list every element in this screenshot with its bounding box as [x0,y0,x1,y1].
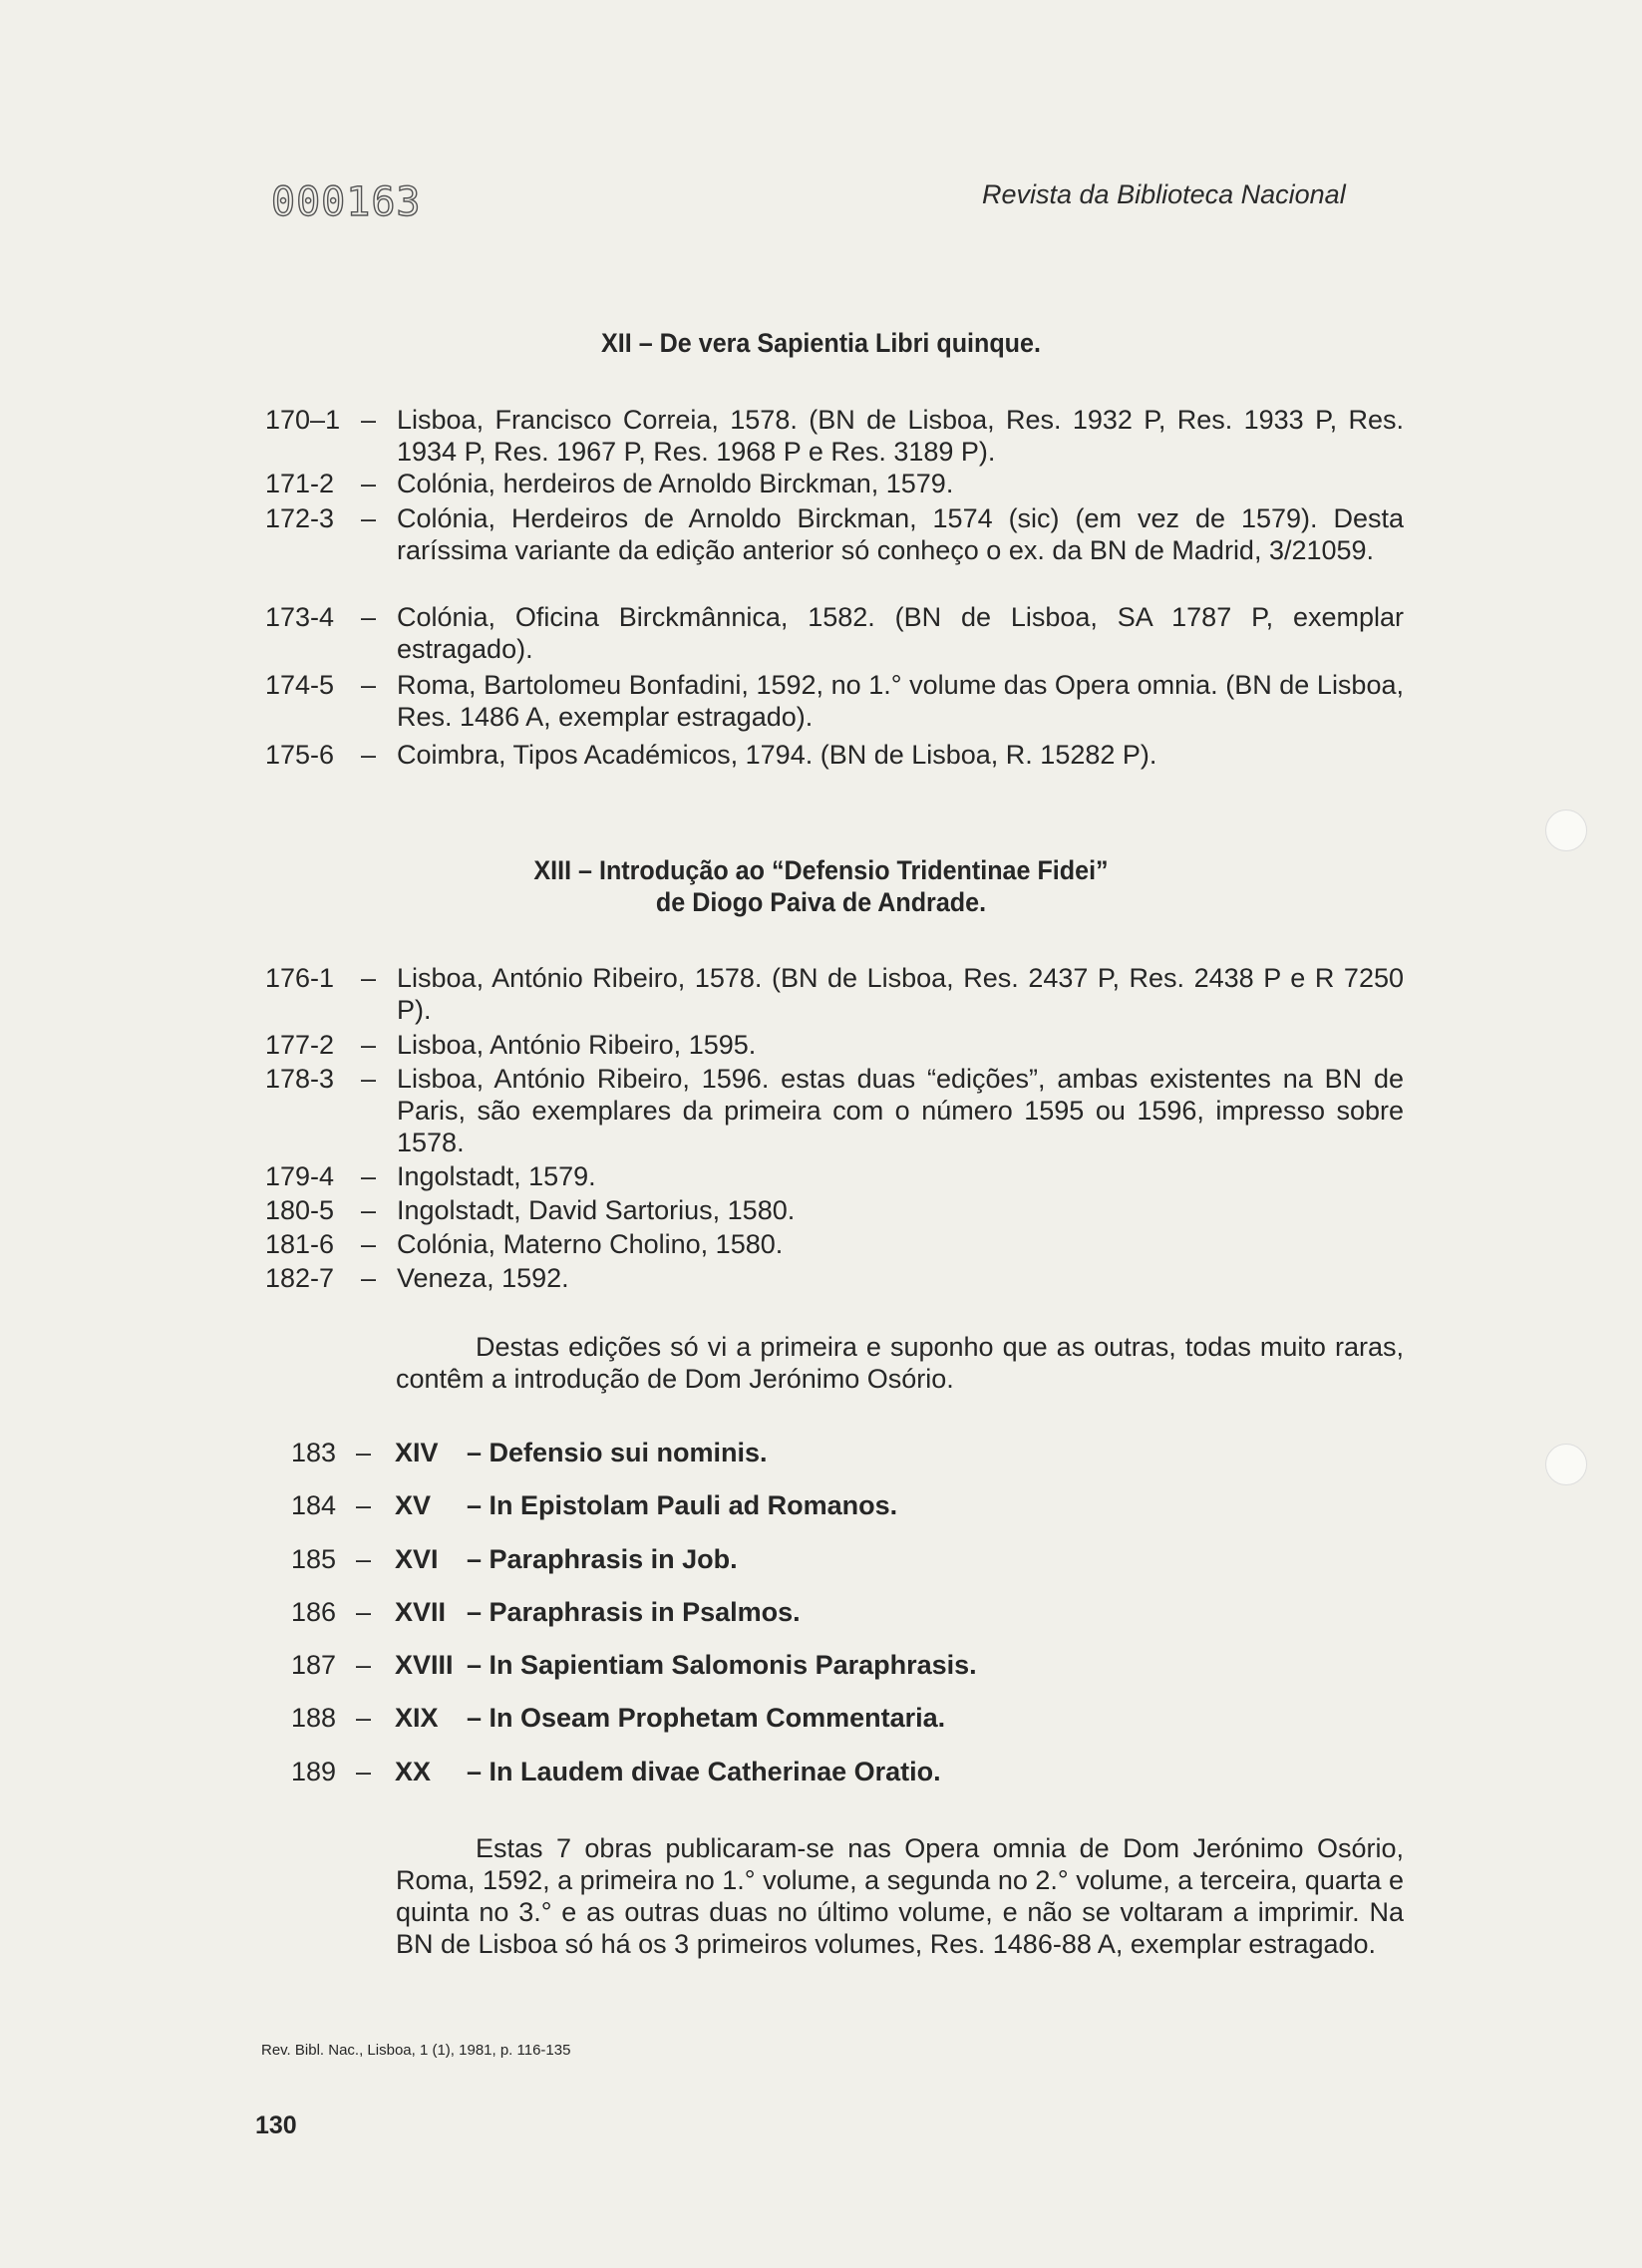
entry-dash: – [361,1161,377,1191]
entry-178 [265,1063,1404,1158]
work-number: 186 [291,1597,337,1627]
work-roman: XVIII [395,1650,454,1680]
entry-text: Veneza, 1592. [397,1263,569,1293]
work-roman: XV [395,1490,432,1520]
entry-number: 175-6 [265,740,335,770]
entry-dash: – [361,1030,377,1060]
work-number: 184 [291,1490,337,1520]
entry-170 [265,404,1404,468]
work-number: 185 [291,1544,337,1574]
entry-181 [265,1228,1404,1260]
entry-179 [265,1160,1404,1192]
entry-174 [265,669,1404,733]
work-roman: XX [395,1757,432,1786]
entry-number: 178-3 [265,1064,335,1094]
entry-dash: – [361,1263,377,1293]
entry-173 [265,601,1404,665]
work-dash: – [356,1703,372,1733]
entry-dash: – [361,1229,377,1259]
section-13-note: Destas edições só vi a primeira e suponho que as outras, todas muito raras, contêm a introdução de Dom Jerónimo Osório. [396,1332,1404,1394]
entry-dash: – [361,602,377,632]
entry-number: 176-1 [265,963,335,993]
work-title: – Paraphrasis in Psalmos. [467,1597,801,1627]
entry-number: 179-4 [265,1161,335,1191]
section-12-title: XII – De vera Sapientia Libri quinque. [601,328,1041,358]
work-number: 189 [291,1757,337,1786]
section-13-title-line1: XIII – Introdução ao “Defensio Tridentinae Fidei” [533,855,1109,885]
work-roman: XVI [395,1544,439,1574]
work-dash: – [356,1597,372,1627]
entry-dash: – [361,1195,377,1225]
running-title: Revista da Biblioteca Nacional [982,179,1346,209]
entry-number: 170–1 [265,405,341,435]
entry-text: Coimbra, Tipos Académicos, 1794. (BN de Lisboa, R. 15282 P). [397,740,1157,770]
entry-number: 172-3 [265,503,335,533]
work-dash: – [356,1438,372,1467]
entry-number: 171-2 [265,469,335,498]
entry-172 [265,502,1404,566]
work-number: 188 [291,1703,337,1733]
entry-175 [265,739,1404,771]
work-number: 183 [291,1438,337,1467]
entry-dash: – [361,670,377,700]
entry-text: Lisboa, António Ribeiro, 1595. [397,1030,757,1060]
entry-text: Lisboa, António Ribeiro, 1578. (BN de Lisboa, Res. 2437 P, Res. 2438 P e R 7250 P). [397,963,1404,1025]
work-title: – In Oseam Prophetam Commentaria. [467,1703,946,1733]
work-number: 187 [291,1650,337,1680]
citation-footer: Rev. Bibl. Nac., Lisboa, 1 (1), 1981, p. 116-135 [261,2042,571,2059]
entry-text: Ingolstadt, 1579. [397,1161,596,1191]
work-roman: XIV [395,1438,439,1467]
work-dash: – [356,1757,372,1786]
entry-text: Ingolstadt, David Sartorius, 1580. [397,1195,796,1225]
page-number: 130 [255,2111,297,2139]
work-dash: – [356,1490,372,1520]
entry-text: Colónia, herdeiros de Arnoldo Birckman, 1579. [397,469,954,498]
entry-182 [265,1262,1404,1294]
work-title: – In Laudem divae Catherinae Oratio. [467,1757,941,1786]
binder-hole [1545,810,1587,851]
closing-paragraph: Estas 7 obras publicaram-se nas Opera omnia de Dom Jerónimo Osório, Roma, 1592, a primeira no 1.° volume, a segunda no 2.° volume, a terceira, quarta e quinta no 3.° e as outras duas no último volume, e não se voltaram a imprimir. Na BN de Lisboa só há os 3 primeiros volumes, Res. 1486-88 A, exemplar estragado. [396,1833,1404,1959]
binder-hole [1545,1444,1587,1485]
work-title: – Defensio sui nominis. [467,1438,768,1467]
entry-number: 180-5 [265,1195,335,1225]
entry-text: Lisboa, Francisco Correia, 1578. (BN de Lisboa, Res. 1932 P, Res. 1933 P, Res. 1934 P, Res. 1967 P, Res. 1968 P e Res. 3189 P). [397,405,1404,467]
entry-180 [265,1194,1404,1226]
entry-dash: – [361,963,377,993]
entry-text: Lisboa, António Ribeiro, 1596. estas duas “edições”, ambas existentes na BN de Paris, são exemplares da primeira com o número 1595 ou 1596, impresso sobre 1578. [397,1064,1404,1157]
entry-number: 177-2 [265,1030,335,1060]
entry-176 [265,962,1404,1026]
entry-dash: – [361,1064,377,1094]
work-title: – In Epistolam Pauli ad Romanos. [467,1490,898,1520]
entry-text: Colónia, Herdeiros de Arnoldo Birckman, 1574 (sic) (em vez de 1579). Desta raríssima variante da edição anterior só conheço o ex. da BN de Madrid, 3/21059. [397,503,1404,565]
entry-dash: – [361,469,377,498]
entry-number: 174-5 [265,670,335,700]
entry-number: 181-6 [265,1229,335,1259]
work-title: – Paraphrasis in Job. [467,1544,738,1574]
work-roman: XIX [395,1703,439,1733]
entry-177 [265,1029,1404,1061]
work-dash: – [356,1544,372,1574]
entry-number: 173-4 [265,602,335,632]
entry-text: Colónia, Materno Cholino, 1580. [397,1229,784,1259]
work-roman: XVII [395,1597,447,1627]
inventory-stamp: 000163 [271,179,422,225]
entry-text: Roma, Bartolomeu Bonfadini, 1592, no 1.° volume das Opera omnia. (BN de Lisboa, Res. 1486 A, exemplar estragado). [397,670,1404,732]
entry-dash: – [361,740,377,770]
entry-text: Colónia, Oficina Birckmânnica, 1582. (BN de Lisboa, SA 1787 P, exemplar estragado). [397,602,1404,664]
work-title: – In Sapientiam Salomonis Paraphrasis. [467,1650,977,1680]
entry-dash: – [361,503,377,533]
entry-171 [265,468,1404,499]
entry-number: 182-7 [265,1263,335,1293]
work-dash: – [356,1650,372,1680]
section-13-title-line2: de Diogo Paiva de Andrade. [655,887,987,917]
entry-dash: – [361,405,377,435]
